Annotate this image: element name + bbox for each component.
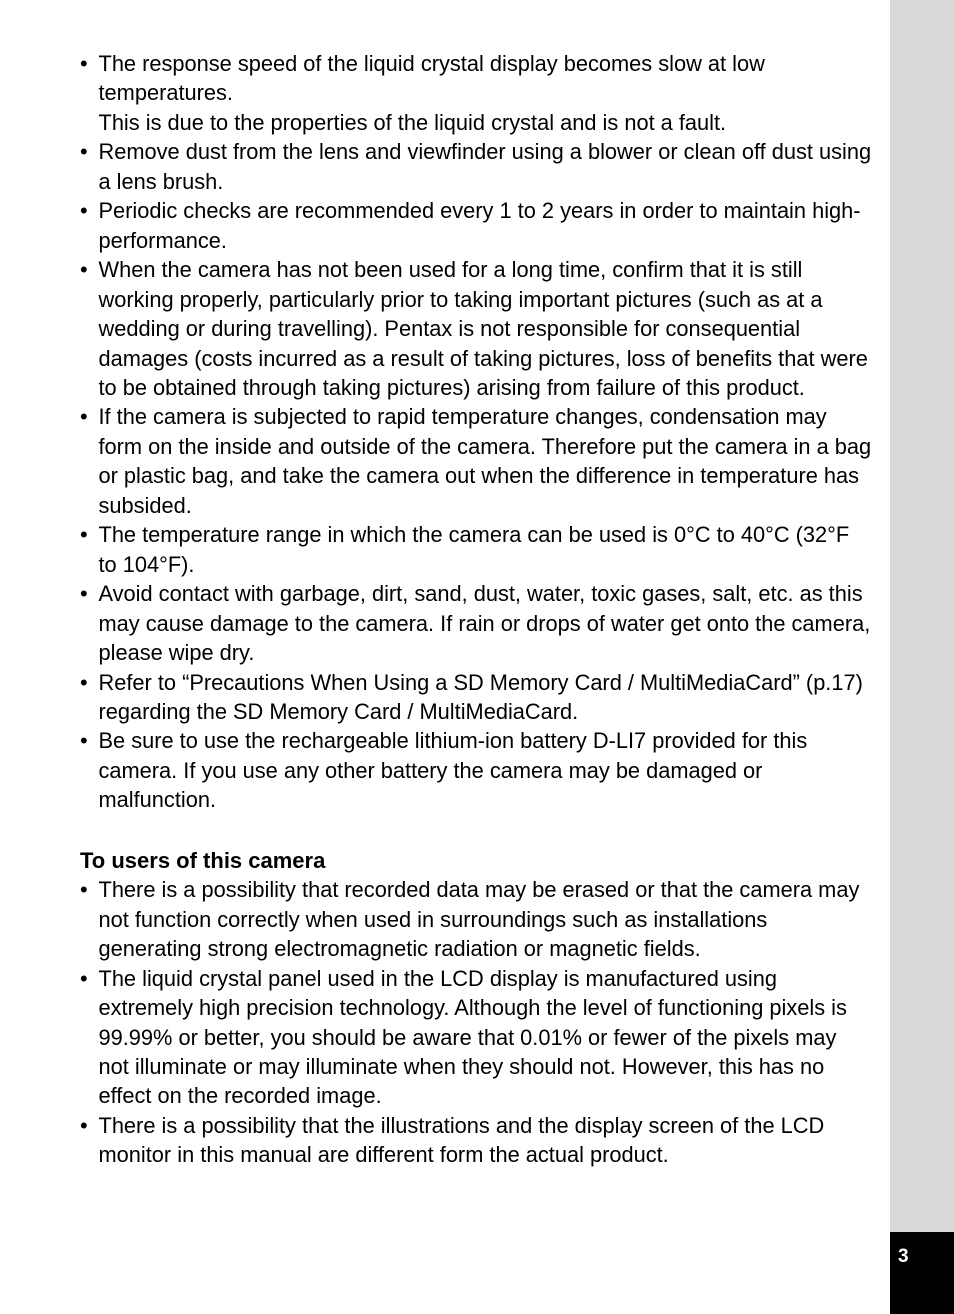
list-item-text: Refer to “Precautions When Using a SD Memory Card / MultiMediaCard” (p.17) regarding the SD Memory Card / MultiMediaCard.	[98, 669, 863, 724]
list-item	[80, 1111, 872, 1170]
list-item-text: If the camera is subjected to rapid temperature changes, condensation may form on the inside and outside of the camera. Therefore put the camera in a bag or plastic bag, and take the camera out when the difference in temperature has subsided.	[98, 404, 872, 518]
page-number-box	[890, 1232, 954, 1314]
bullet-icon: •	[80, 728, 88, 754]
bullet-icon: •	[80, 877, 88, 903]
bullet-icon: •	[80, 257, 88, 283]
list-item	[80, 137, 872, 196]
bullet-icon: •	[80, 404, 88, 430]
list-item	[80, 726, 872, 814]
page-content	[80, 49, 872, 1170]
list-item-text: When the camera has not been used for a long time, confirm that it is still working properly, particularly prior to taking important pictures (such as at a wedding or during travelling). Pentax is not responsible for consequential damages (costs incurred as a result of taking pictures, loss of benefits that were to be obtained through taking pictures) arising from failure of this product.	[98, 257, 868, 400]
list-item-note: This is due to the properties of the liquid crystal and is not a fault.	[98, 109, 727, 135]
list-item-text: Periodic checks are recommended every 1 to 2 years in order to maintain high-performance.	[98, 198, 861, 253]
list-item	[80, 964, 872, 1111]
list-item	[80, 402, 872, 520]
list-item-text: The response speed of the liquid crystal display becomes slow at low temperatures.	[98, 51, 765, 106]
precautions-list	[80, 49, 872, 815]
bullet-icon: •	[80, 522, 88, 548]
list-item-text: The liquid crystal panel used in the LCD display is manufactured using extremely high precision technology. Although the level of functioning pixels is 99.99% or better, you should be aware that 0.01% or fewer of the pixels may not illuminate or may illuminate when they should not. However, this has no effect on the recorded image.	[98, 965, 847, 1109]
list-item	[80, 668, 872, 727]
list-item-text: Remove dust from the lens and viewfinder using a blower or clean off dust using a lens brush.	[98, 139, 872, 194]
bullet-icon: •	[80, 581, 88, 607]
list-item	[80, 196, 872, 255]
bullet-icon: •	[80, 198, 88, 224]
bullet-icon: •	[80, 51, 88, 76]
list-item-text: Be sure to use the rechargeable lithium-ion battery D-LI7 provided for this camera. If you use any other battery the camera may be damaged or malfunction.	[98, 728, 808, 813]
list-item-text: There is a possibility that recorded data may be erased or that the camera may not function correctly when used in surroundings such as installations generating strong electromagnetic radiation or magnetic fields.	[98, 877, 860, 962]
bullet-icon: •	[80, 965, 88, 991]
list-item	[80, 579, 872, 667]
side-tab	[890, 0, 954, 1314]
bullet-icon: •	[80, 139, 88, 165]
users-list	[80, 875, 872, 1170]
list-item	[80, 49, 872, 137]
list-item-text: There is a possibility that the illustrations and the display screen of the LCD monitor in this manual are different form the actual product.	[98, 1112, 825, 1168]
list-item-text: The temperature range in which the camera can be used is 0°C to 40°C (32°F to 104°F).	[98, 522, 850, 577]
list-item	[80, 255, 872, 402]
bullet-icon: •	[80, 669, 88, 695]
list-item	[80, 520, 872, 579]
list-item	[80, 875, 872, 963]
page-number: 3	[898, 1246, 909, 1267]
bullet-icon: •	[80, 1112, 88, 1138]
section-heading: To users of this camera	[80, 847, 326, 873]
list-item-text: Avoid contact with garbage, dirt, sand, dust, water, toxic gases, salt, etc. as this may cause damage to the camera. If rain or drops of water get onto the camera, please wipe dry.	[98, 581, 871, 666]
